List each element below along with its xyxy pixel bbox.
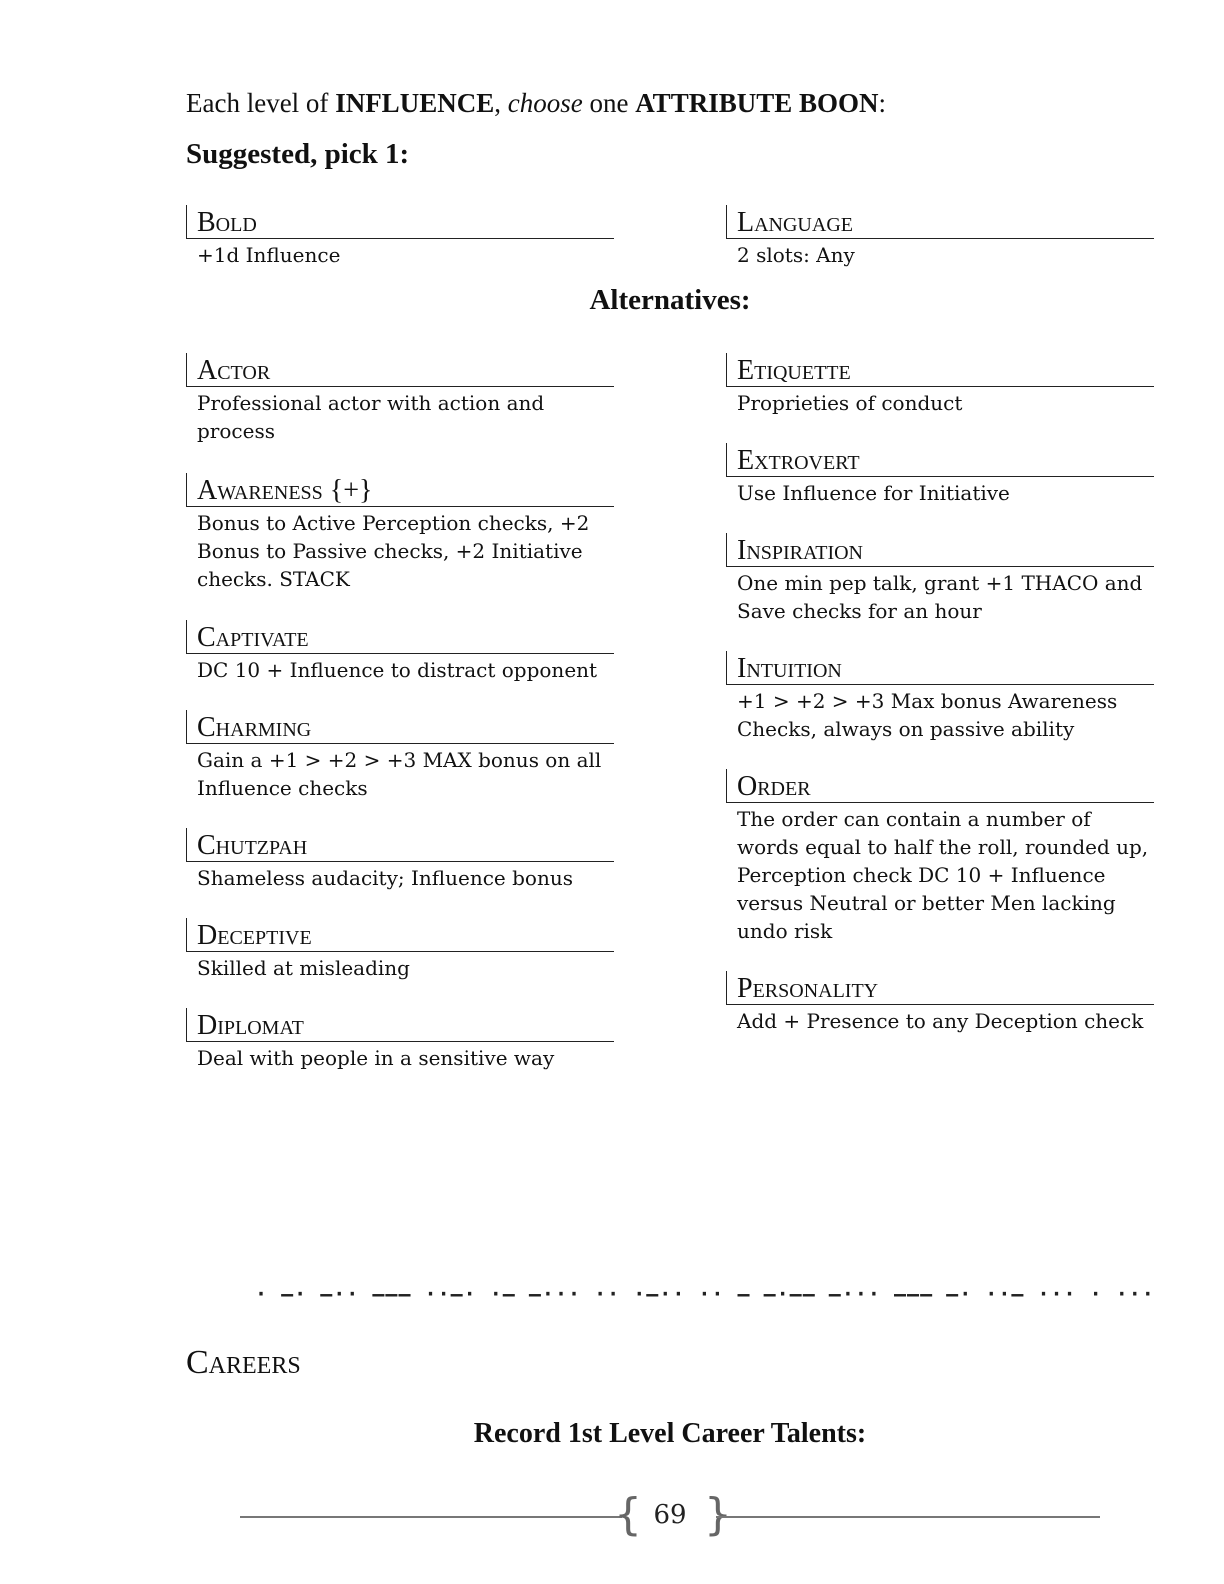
boon-entry <box>186 205 614 269</box>
intro-attribute-boon: ATTRIBUTE BOON <box>635 88 879 118</box>
boon-entry <box>726 353 1154 417</box>
boon-description: One min pep talk, grant +1 THACO and Save checks for an hour <box>737 571 1143 623</box>
boon-entry <box>186 918 614 982</box>
left-brace-icon: { <box>614 1489 642 1540</box>
boon-description: Deal with people in a sensitive way <box>197 1046 555 1070</box>
boon-title: Personality <box>726 971 1154 1005</box>
intro-influence: INFLUENCE <box>335 88 495 118</box>
boon-title: Bold <box>186 205 614 239</box>
footer-rule-left <box>240 1516 622 1518</box>
footer-rule-right <box>716 1516 1100 1518</box>
boon-description: Gain a +1 > +2 > +3 MAX bonus on all Influence checks <box>197 748 602 800</box>
boon-title: Order <box>726 769 1154 803</box>
boon-description: +1 > +2 > +3 Max bonus Awareness Checks, always on passive ability <box>737 689 1118 741</box>
boon-description: Shameless audacity; Influence bonus <box>197 866 573 890</box>
boon-entry <box>726 443 1154 507</box>
suggested-heading: Suggested, pick 1: <box>186 138 410 170</box>
boon-title: Diplomat <box>186 1008 614 1042</box>
boon-description: Use Influence for Initiative <box>737 481 1010 505</box>
boon-description: 2 slots: Any <box>737 243 855 267</box>
boon-title: Awareness {+} <box>186 473 614 507</box>
boon-description: DC 10 + Influence to distract opponent <box>197 658 598 682</box>
boon-description: Proprieties of conduct <box>737 391 963 415</box>
intro-choose: choose <box>507 88 583 118</box>
boon-title: Inspiration <box>726 533 1154 567</box>
intro-text-4: : <box>878 88 887 118</box>
boon-entry <box>186 353 614 445</box>
intro-text-2: , <box>494 88 508 118</box>
boon-title: Etiquette <box>726 353 1154 387</box>
boon-entry <box>726 533 1154 625</box>
boon-entry <box>726 769 1154 945</box>
boon-description: Skilled at misleading <box>197 956 410 980</box>
boon-entry <box>186 1008 614 1072</box>
boon-entry <box>186 620 614 684</box>
boon-title: Intuition <box>726 651 1154 685</box>
right-brace-icon: } <box>704 1489 732 1540</box>
boon-title: Captivate <box>186 620 614 654</box>
boon-title: Deceptive <box>186 918 614 952</box>
boon-entry <box>726 205 1154 269</box>
boon-description: Add + Presence to any Deception check <box>737 1009 1144 1033</box>
boon-entry <box>186 828 614 892</box>
intro-sentence <box>186 88 886 119</box>
boon-entry <box>186 473 614 593</box>
boon-description: Bonus to Active Perception checks, +2 Bonus to Passive checks, +2 Initiative checks. STACK <box>197 511 590 591</box>
boon-title: Extrovert <box>726 443 1154 477</box>
boon-description: +1d Influence <box>197 243 341 267</box>
alternatives-right-column <box>726 353 1154 1035</box>
careers-heading: Careers <box>186 1344 301 1381</box>
intro-text-1: Each level of <box>186 88 336 118</box>
boon-description: The order can contain a number of words equal to half the roll, rounded up, Perception check DC 10 + Influence versus Neutral or better Men lacking undo risk <box>737 807 1149 943</box>
section-divider-glyphs: · ‒· ‒·· ‒‒‒ ··‒· ·‒ ‒··· ·· ·‒·· ·· ‒ ‒·‒‒ ‒··· ‒‒‒ ‒· ··‒ ··· · ··· <box>255 1282 1155 1306</box>
intro-text-3: one <box>582 88 636 118</box>
suggested-left-column <box>186 205 614 269</box>
record-talents-heading: Record 1st Level Career Talents: <box>473 1418 867 1449</box>
suggested-right-column <box>726 205 1154 269</box>
alternatives-heading: Alternatives: <box>589 284 751 316</box>
alternatives-left-column <box>186 353 614 1072</box>
boon-title: Language <box>726 205 1154 239</box>
boon-description: Professional actor with action and process <box>197 391 545 443</box>
page-number: 69 <box>653 1500 687 1530</box>
boon-title: Actor <box>186 353 614 387</box>
boon-title: Charming <box>186 710 614 744</box>
boon-entry <box>186 710 614 802</box>
boon-entry <box>726 651 1154 743</box>
boon-entry <box>726 971 1154 1035</box>
boon-title: Chutzpah <box>186 828 614 862</box>
